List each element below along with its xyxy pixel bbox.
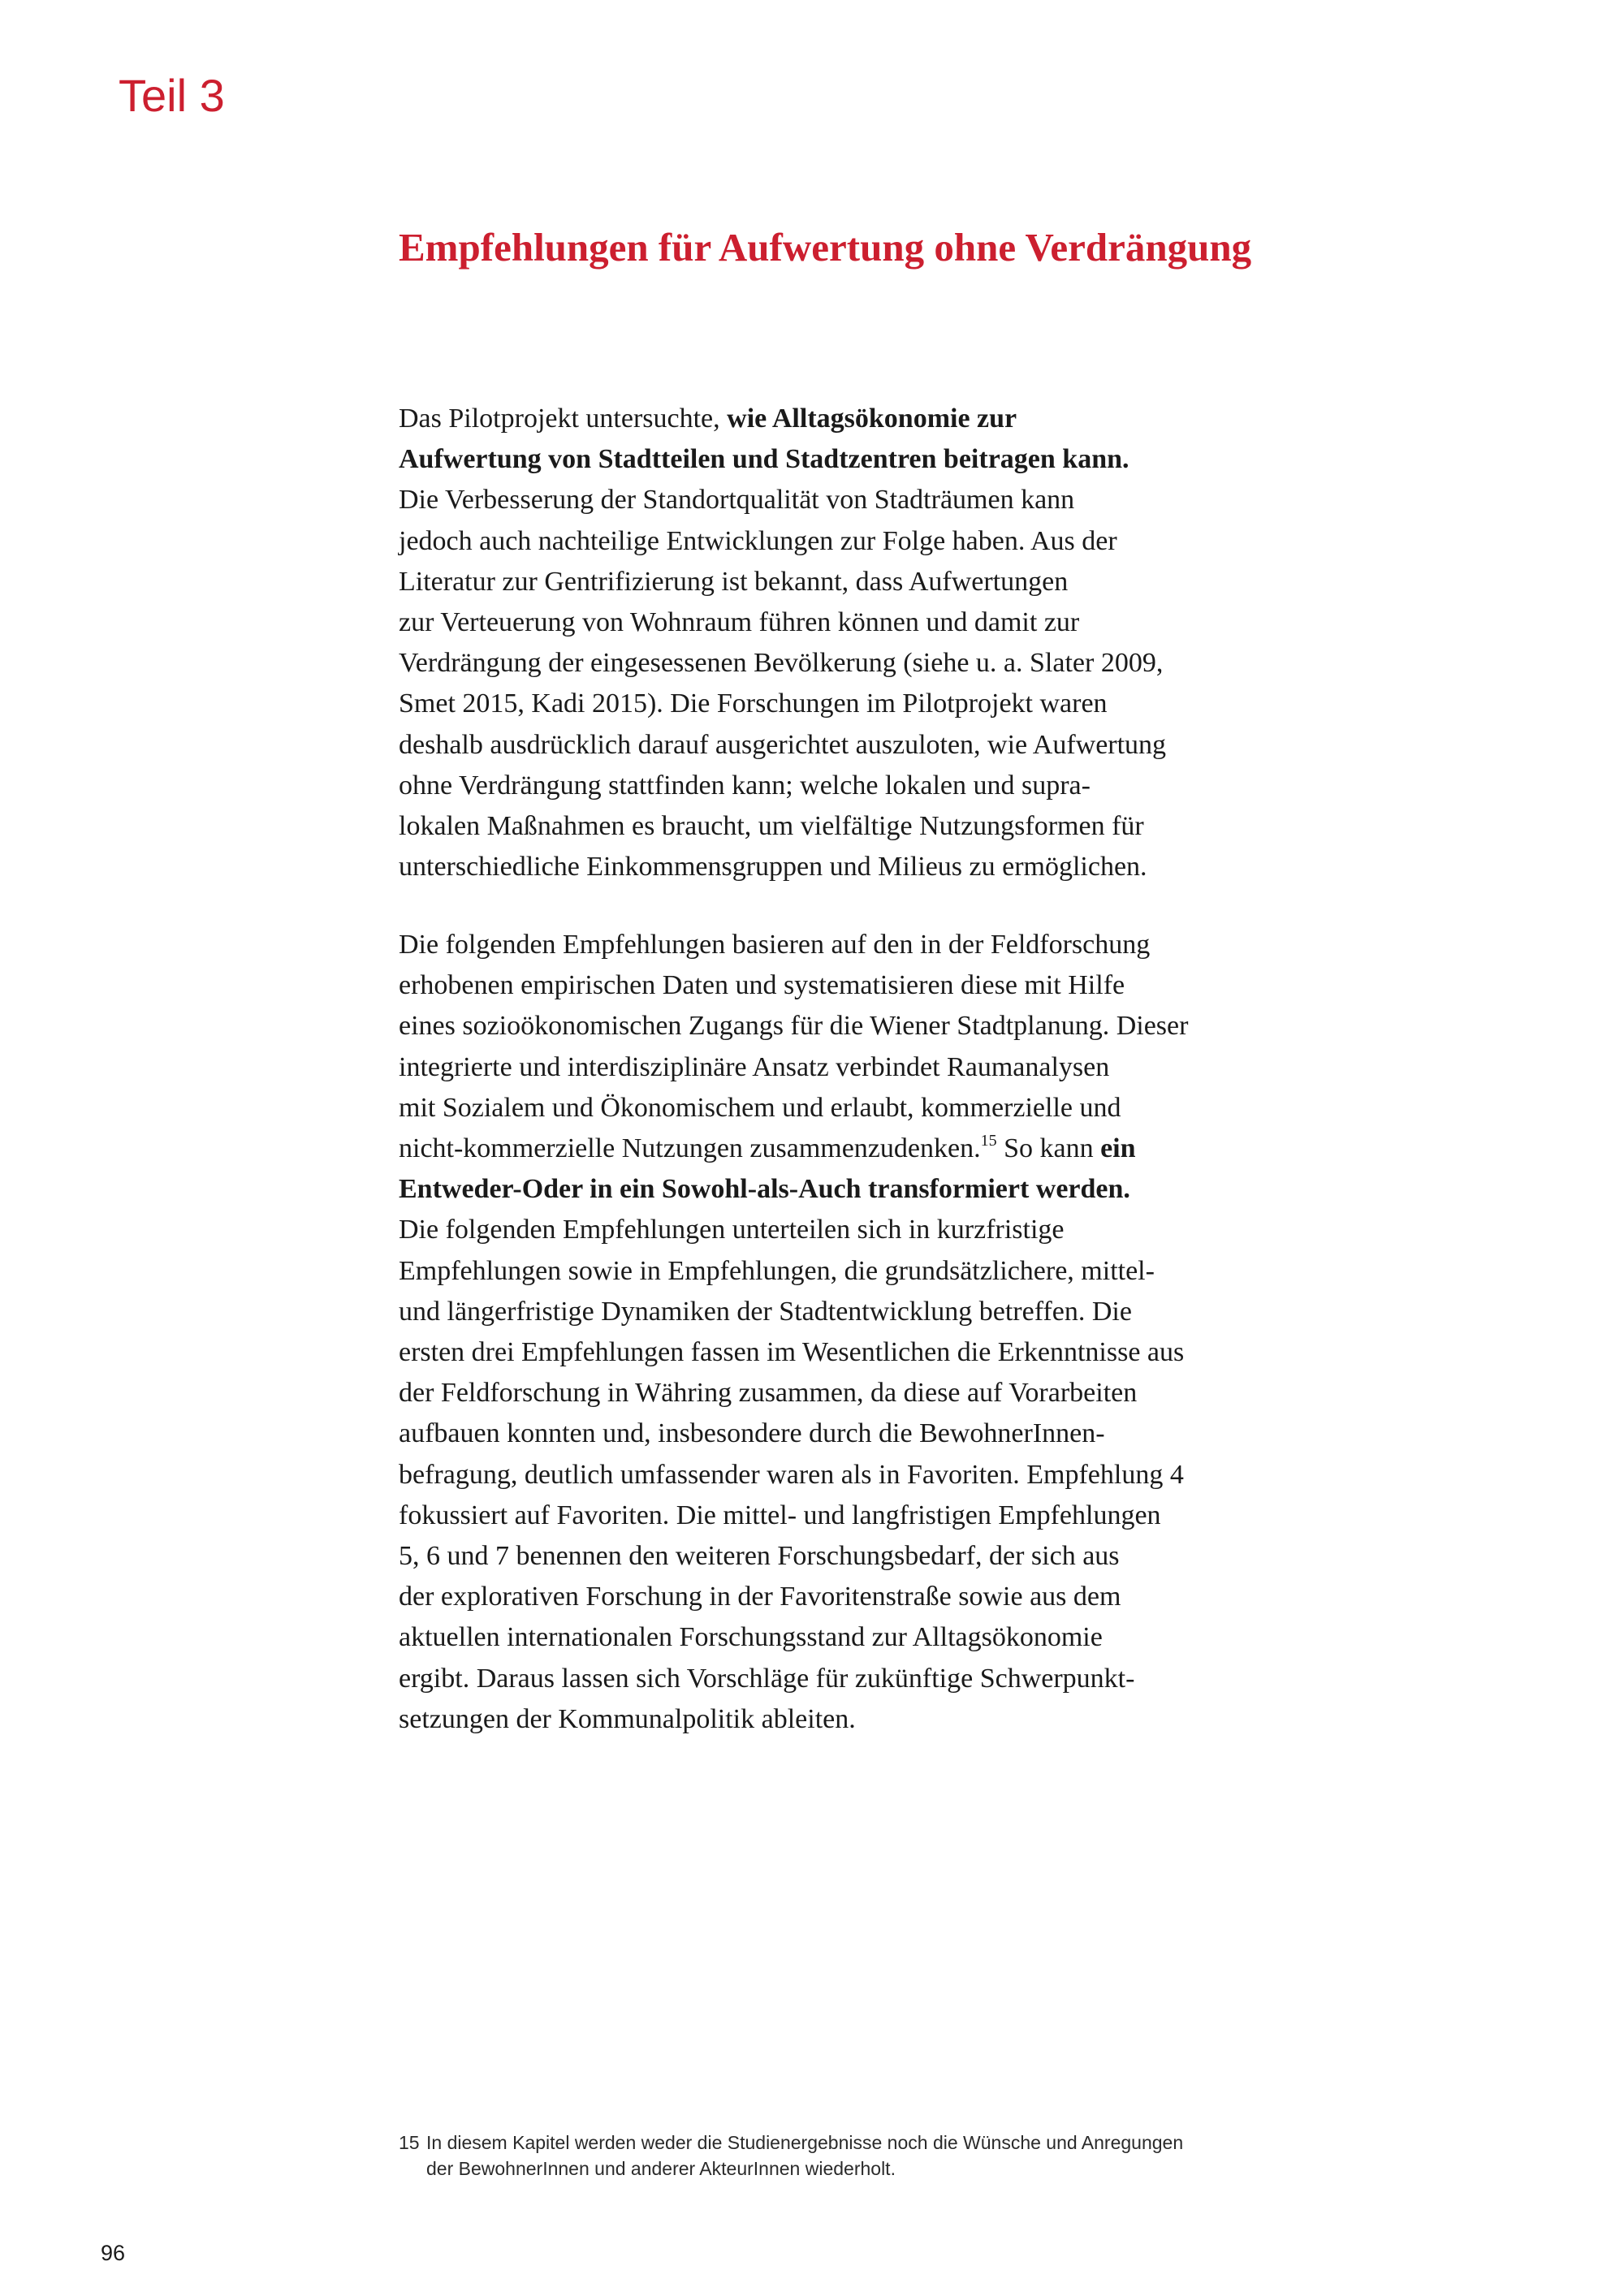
text-line: fokussiert auf Favoriten. Die mittel- und langfristigen Empfehlungen — [399, 1500, 1161, 1530]
page-number: 96 — [101, 2241, 126, 2265]
text-line: Die Verbesserung der Standortqualität von Stadträumen kann — [399, 485, 1075, 516]
text-run: So kann — [996, 1133, 1101, 1164]
footnote-line: In diesem Kapitel werden weder die Studienergebnisse noch die Wünsche und Anregungen — [426, 2132, 1184, 2153]
text-line: und längerfristige Dynamiken der Stadtentwicklung betreffen. Die — [399, 1296, 1132, 1327]
text-line — [399, 439, 1308, 480]
text-line: ersten drei Empfehlungen fassen im Wesentlichen die Erkenntnisse aus — [399, 1337, 1185, 1368]
text-line — [399, 1169, 1308, 1210]
text-line — [399, 1129, 1308, 1169]
text-line: befragung, deutlich umfassender waren als in Favoriten. Empfehlung 4 — [399, 1459, 1184, 1490]
footnote-reference[interactable]: 15 — [980, 1131, 997, 1150]
text-line: jedoch auch nachteilige Entwicklungen zur Folge haben. Aus der — [399, 525, 1117, 556]
text-line: der explorativen Forschung in der Favoritenstraße sowie aus dem — [399, 1582, 1121, 1612]
footnote-text — [426, 2130, 1292, 2182]
text-line: erhobenen empirischen Daten und systematisieren diese mit Hilfe — [399, 970, 1125, 1001]
text-line: 5, 6 und 7 benennen den weiteren Forschungsbedarf, der sich aus — [399, 1541, 1120, 1572]
text-line: Smet 2015, Kadi 2015). Die Forschungen im Pilotprojekt waren — [399, 688, 1108, 719]
emphasis-text: Entweder-Oder in ein Sowohl-als-Auch transformiert werden. — [399, 1174, 1130, 1205]
text-line: ohne Verdrängung stattfinden kann; welche lokalen und supra- — [399, 770, 1091, 801]
text-line: lokalen Maßnahmen es braucht, um vielfältige Nutzungsformen für — [399, 811, 1144, 842]
text-line: setzungen der Kommunalpolitik ableiten. — [399, 1703, 856, 1734]
text-line: aktuellen internationalen Forschungsstand zur Alltagsökonomie — [399, 1622, 1103, 1653]
emphasis-text: wie Alltagsökonomie zur — [727, 404, 1017, 434]
text-line: eines sozioökonomischen Zugangs für die Wiener Stadtplanung. Dieser — [399, 1011, 1189, 1042]
emphasis-text: Aufwertung von Stadtteilen und Stadtzentren beitragen kann. — [399, 444, 1129, 475]
text-line: Die folgenden Empfehlungen basieren auf den in der Feldforschung — [399, 930, 1151, 960]
text-line: Literatur zur Gentrifizierung ist bekannt, dass Aufwertungen — [399, 566, 1069, 597]
text-line — [399, 399, 1308, 439]
text-line: mit Sozialem und Ökonomischem und erlaubt, kommerzielle und — [399, 1092, 1121, 1123]
text-run: Das Pilotprojekt untersuchte, — [399, 404, 728, 434]
footnote — [399, 2130, 1292, 2182]
text-line: deshalb ausdrücklich darauf ausgerichtet auszuloten, wie Aufwertung — [399, 729, 1167, 760]
text-line: Verdrängung der eingesessenen Bevölkerung (siehe u. a. Slater 2009, — [399, 648, 1164, 679]
page-heading: Empfehlungen für Aufwertung ohne Verdrängung — [399, 225, 1252, 270]
text-line: unterschiedliche Einkommensgruppen und Milieus zu ermöglichen. — [399, 852, 1147, 883]
text-line: integrierte und interdisziplinäre Ansatz verbindet Raumanalysen — [399, 1051, 1110, 1082]
text-line: Empfehlungen sowie in Empfehlungen, die grundsätzlichere, mittel- — [399, 1255, 1155, 1286]
emphasis-text: ein — [1100, 1133, 1136, 1164]
paragraph-recommendations — [399, 925, 1308, 1740]
footnote-line: der BewohnerInnen und anderer AkteurInnen wiederholt. — [426, 2158, 896, 2179]
text-run: nicht-kommerzielle Nutzungen zusammenzudenken. — [399, 1133, 981, 1164]
text-line: Die folgenden Empfehlungen unterteilen sich in kurzfristige — [399, 1215, 1065, 1245]
section-label: Teil 3 — [119, 70, 225, 121]
text-line: zur Verteuerung von Wohnraum führen können und damit zur — [399, 607, 1080, 638]
text-line: aufbauen konnten und, insbesondere durch die BewohnerInnen- — [399, 1418, 1105, 1449]
footnote-number: 15 — [399, 2132, 420, 2153]
paragraph-intro — [399, 399, 1308, 887]
text-line: ergibt. Daraus lassen sich Vorschläge für zukünftige Schwerpunkt- — [399, 1663, 1135, 1694]
text-line: der Feldforschung in Währing zusammen, da diese auf Vorarbeiten — [399, 1378, 1138, 1409]
